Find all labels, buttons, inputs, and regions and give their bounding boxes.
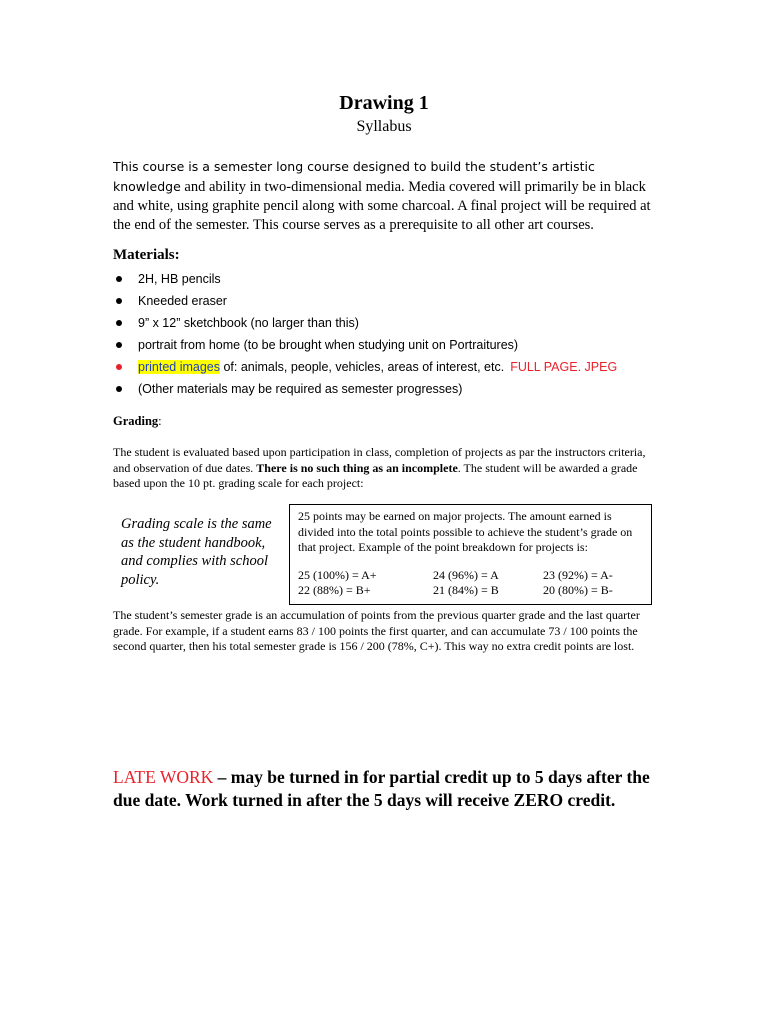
list-item xyxy=(113,312,673,334)
material-label: 9” x 12” sketchbook (no larger than this) xyxy=(138,316,359,330)
list-item xyxy=(113,334,673,356)
page-subtitle: Syllabus xyxy=(356,118,412,135)
course-description xyxy=(113,157,658,235)
late-work-text: – may be turned in for partial credit up to 5 days after the due date. Work turned in after the 5 days will receive ZERO credit. xyxy=(113,767,650,810)
scale-cell: 21 (84%) = B xyxy=(433,583,499,597)
scale-cell: 20 (80%) = B- xyxy=(543,583,613,597)
grading-text-1: The student is evaluated based upon participation in class, completion of projects as par the instructors criteria, and observation of due dates. xyxy=(113,445,646,475)
scale-row xyxy=(298,568,643,583)
scale-cell: 22 (88%) = B+ xyxy=(298,583,371,597)
highlighted-label: printed images xyxy=(138,360,220,374)
bullet-icon xyxy=(116,386,122,392)
points-box-text: 25 points may be earned on major projects. The amount earned is divided into the total points possible to achieve the student’s grade on that project. Example of the point breakdown for projects is: xyxy=(298,509,633,554)
bullet-icon xyxy=(116,342,122,348)
list-item xyxy=(113,378,673,400)
points-box xyxy=(289,504,652,605)
page-title: Drawing 1 xyxy=(339,92,429,114)
list-item xyxy=(113,290,673,312)
materials-heading: Materials: xyxy=(113,247,180,263)
materials-list xyxy=(113,268,673,400)
scale-cell: 23 (92%) = A- xyxy=(543,568,613,582)
scale-row xyxy=(298,583,643,598)
material-label: 2H, HB pencils xyxy=(138,272,221,286)
scale-cell: 25 (100%) = A+ xyxy=(298,568,377,582)
grading-side-note: Grading scale is the same as the student handbook, and complies with school policy. xyxy=(121,516,272,588)
grading-text-2: . The student will be awarded a grade based upon the 10 pt. grading scale for each project: xyxy=(113,460,638,490)
semester-grade-text: The student’s semester grade is an accumulation of points from the previous quarter grade and the last quarter grade. For example, if a student earns 83 / 100 points the first quarter, and can accumulate 73 / 100 points the second quarter, then his total semester grade is 156 / 200 (78%, C+). This way no extra credit points are lost. xyxy=(113,608,640,653)
material-label: of: animals, people, vehicles, areas of interest, etc. xyxy=(220,360,505,374)
bullet-icon xyxy=(116,276,122,282)
material-label: Kneeded eraser xyxy=(138,294,227,308)
bullet-icon xyxy=(116,320,122,326)
list-item xyxy=(113,356,673,378)
material-label: portrait from home (to be brought when studying unit on Portraitures) xyxy=(138,338,519,352)
late-work-policy xyxy=(113,766,673,812)
grading-heading-label: Grading xyxy=(113,414,159,428)
grading-description xyxy=(113,445,658,492)
full-page-note: FULL PAGE. JPEG xyxy=(510,360,618,374)
course-description-rest: and ability in two-dimensional media. Media covered will primarily be in black and white, using graphite pencil along with some charcoal. A final project will be required at the end of the semester. This course serves as a prerequisite to all other art courses. xyxy=(113,179,651,233)
course-description-lead: This course is a semester long course designed to build the student’s artistic knowledge xyxy=(113,159,595,194)
grading-text-bold: There is no such thing as an incomplete xyxy=(256,460,458,475)
bullet-icon xyxy=(116,298,122,304)
scale-cell: 24 (96%) = A xyxy=(433,568,499,582)
grading-heading-colon: : xyxy=(158,414,162,428)
bullet-icon xyxy=(116,364,122,370)
list-item xyxy=(113,268,673,290)
late-work-label: LATE WORK xyxy=(113,767,214,787)
material-label: (Other materials may be required as semester progresses) xyxy=(138,382,463,396)
grading-heading xyxy=(113,414,162,429)
grading-scale xyxy=(298,568,643,598)
